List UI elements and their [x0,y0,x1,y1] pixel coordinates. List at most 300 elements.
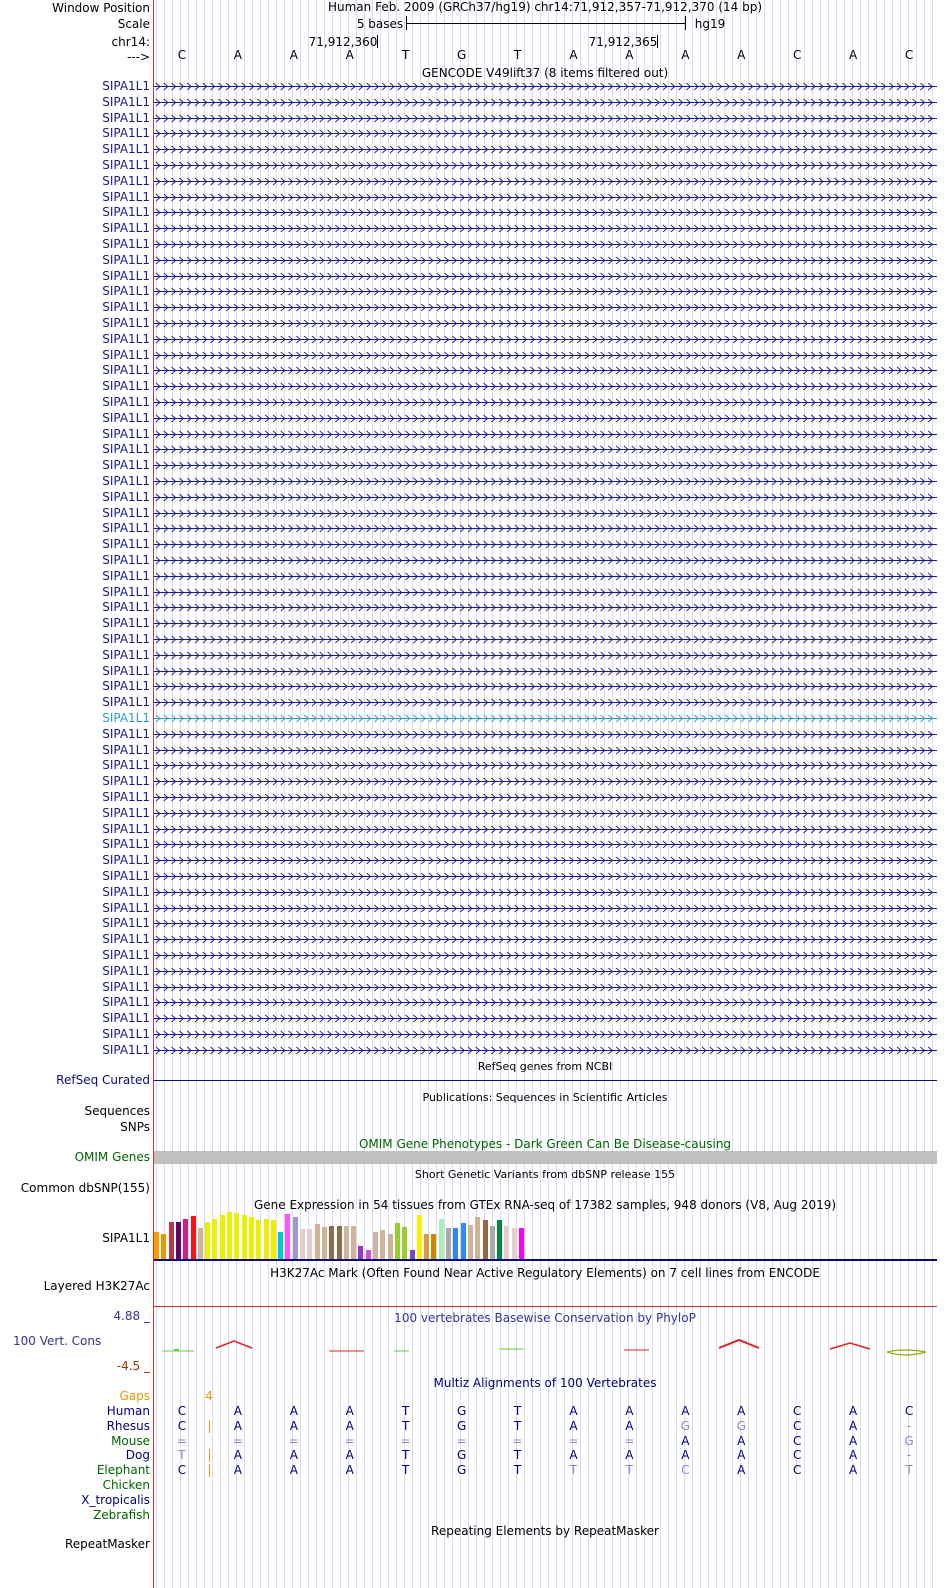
alignment-base: A [233,1404,242,1418]
gencode-gene-label[interactable]: SIPA1L1 [102,884,150,899]
gtex-tissue-bar[interactable] [264,1219,269,1259]
alignment-base: C [904,1404,914,1418]
alignment-base: T [513,1463,522,1478]
alignment-gap-marker [209,1464,210,1477]
phylop-min-label: -4.5 _ [116,1359,150,1373]
multiz-gap-count: 4 [205,1389,213,1403]
alignment-base: = [568,1433,579,1448]
alignment-base: A [848,1463,858,1478]
gtex-tissue-bar[interactable] [431,1234,436,1259]
gencode-gene-label[interactable]: SIPA1L1 [102,426,150,441]
gencode-gene-label[interactable]: SIPA1L1 [102,568,150,583]
gencode-gene-label[interactable]: SIPA1L1 [102,489,150,504]
alignment-base: A [737,1404,746,1418]
sequence-base: T [513,48,522,62]
species-label[interactable]: Zebrafish [93,1507,150,1522]
gencode-transcript-row[interactable] [154,476,937,488]
sequence-base: C [904,48,914,62]
sequence-base: T [402,48,410,62]
tick-mark-left [377,35,378,48]
gencode-gene-label[interactable]: SIPA1L1 [102,221,150,236]
gtex-tissue-bar[interactable] [285,1214,290,1259]
gencode-transcript-row[interactable] [154,903,937,915]
alignment-base: A [289,1463,298,1478]
h3k27ac-track-title: H3K27Ac Mark (Often Found Near Active Regulatory Elements) on 7 cell lines from ENCODE [270,1266,820,1280]
gtex-tissue-bar[interactable] [512,1228,517,1259]
gtex-tissue-bar[interactable] [358,1246,363,1259]
gencode-transcript-row[interactable] [154,997,937,1009]
gencode-gene-label[interactable]: SIPA1L1 [102,284,150,299]
sequence-base: A [233,48,242,62]
gtex-tissue-bar[interactable] [329,1226,334,1259]
alignment-base: A [289,1404,298,1418]
publications-track-title: Publications: Sequences in Scientific Articles [422,1091,668,1104]
gtex-tissue-bar[interactable] [373,1232,378,1259]
alignment-base: C [792,1433,802,1448]
gencode-transcript-row[interactable] [154,365,937,377]
gencode-transcript-row[interactable] [154,650,937,662]
gtex-tissue-bar[interactable] [402,1227,407,1259]
gtex-tissue-bar[interactable] [483,1220,488,1259]
alignment-base: C [177,1418,187,1433]
gencode-transcript-row[interactable] [154,334,937,346]
gtex-tissue-bar[interactable] [169,1222,174,1259]
alignment-base: A [848,1404,858,1418]
gtex-tissue-bar[interactable] [453,1228,458,1259]
alignment-base: A [289,1418,298,1433]
alignment-base: T [625,1463,634,1478]
alignment-base: A [233,1448,242,1463]
alignment-base: T [402,1463,410,1478]
alignment-base: T [513,1404,522,1418]
gencode-gene-label[interactable]: SIPA1L1 [102,837,150,852]
gencode-transcript-row[interactable] [154,508,937,520]
phylop-track-label[interactable]: 100 Vert. Cons [13,1334,102,1348]
multiz-track-title: Multiz Alignments of 100 Vertebrates [433,1376,657,1390]
gencode-transcript-row[interactable] [154,492,937,504]
strand-label: ---> [126,50,150,64]
gtex-tissue-bar[interactable] [205,1222,210,1259]
gencode-gene-label[interactable]: SIPA1L1 [102,395,150,409]
alignment-base: C [792,1404,802,1418]
scale-bar [406,16,686,30]
sequence-base: G [456,48,467,62]
gtex-tissue-bar[interactable] [249,1217,254,1259]
alignment-base: C [792,1448,802,1463]
gtex-tissue-bar[interactable] [293,1217,298,1259]
gtex-tissue-bar[interactable] [315,1224,320,1259]
alignment-base: A [848,1448,858,1463]
repeatmasker-track-label[interactable]: RepeatMasker [64,1537,150,1551]
alignment-base: A [737,1463,746,1478]
gtex-tissue-bar[interactable] [278,1232,283,1259]
alignment-base: A [233,1463,242,1478]
gtex-tissue-bar[interactable] [380,1230,385,1259]
gencode-transcript-row[interactable] [154,934,937,946]
scale-label: Scale [117,17,150,31]
alignment-base: C [177,1404,187,1418]
gencode-gene-label[interactable]: SIPA1L1 [102,268,150,283]
gtex-tissue-bar[interactable] [468,1225,473,1259]
gtex-tissue-bar[interactable] [154,1232,159,1259]
gencode-transcript-row[interactable] [154,792,937,804]
gtex-tissue-bar[interactable] [242,1215,247,1259]
omim-gene-bar[interactable] [154,1151,937,1164]
gencode-transcript-row[interactable] [154,207,937,219]
alignment-base: A [848,1418,858,1433]
alignment-base: A [625,1448,634,1463]
sequence-base: A [737,48,746,62]
gencode-gene-label[interactable]: SIPA1L1 [102,742,150,757]
alignment-base: A [289,1448,298,1463]
gtex-bar-chart[interactable] [154,1212,554,1259]
gencode-transcript-row[interactable] [154,713,937,725]
gencode-gene-label[interactable]: SIPA1L1 [102,331,150,346]
gencode-transcript-row[interactable] [154,381,937,393]
gencode-gene-label[interactable]: SIPA1L1 [102,126,150,141]
gencode-transcript-row[interactable] [154,571,937,583]
gencode-gene-label[interactable]: SIPA1L1 [102,663,150,678]
alignment-base: = [176,1433,187,1448]
gtex-tissue-bar[interactable] [322,1227,327,1259]
gtex-tissue-bar[interactable] [212,1219,217,1259]
alignment-base: A [737,1448,746,1463]
gencode-transcript-row[interactable] [154,555,937,567]
phylop-conservation-plot[interactable] [154,1336,937,1376]
gencode-gene-label[interactable]: SIPA1L1 [102,142,150,157]
alignment-base: A [345,1448,354,1463]
gtex-tissue-bar[interactable] [475,1217,480,1259]
alignment-base: G [680,1418,690,1433]
alignment-base: A [569,1448,578,1463]
h3k27ac-track-label[interactable]: Layered H3K27Ac [43,1279,150,1293]
gencode-transcript-row[interactable] [154,855,937,867]
alignment-base: G [456,1463,467,1478]
species-label[interactable]: Dog [125,1448,150,1463]
gtex-tissue-bar[interactable] [366,1250,371,1259]
gencode-transcript-row[interactable] [154,539,937,551]
omim-track-label[interactable]: OMIM Genes [74,1150,150,1164]
gencode-transcript-row[interactable] [154,887,937,899]
alignment-gap-marker [209,1449,210,1462]
species-label[interactable]: Human [106,1404,150,1418]
gencode-gene-label[interactable]: SIPA1L1 [102,252,150,267]
gencode-transcript-row[interactable] [154,587,937,599]
sequence-base: A [345,48,354,62]
alignment-base: = [232,1433,243,1448]
gencode-gene-label[interactable]: SIPA1L1 [102,173,150,188]
publications-sequences-label[interactable]: Sequences [84,1104,150,1118]
gencode-transcript-row[interactable] [154,397,937,409]
gencode-transcript-row[interactable] [154,839,937,851]
tick-mark-right [657,35,658,48]
alignment-base: T [402,1418,410,1433]
gencode-gene-label[interactable]: SIPA1L1 [102,774,150,789]
gencode-gene-label[interactable]: SIPA1L1 [102,521,150,536]
alignment-base: A [569,1418,578,1433]
gtex-tissue-bar[interactable] [424,1234,429,1259]
gencode-gene-label[interactable]: SIPA1L1 [102,537,150,552]
alignment-base: T [513,1448,522,1463]
alignment-base: - [906,1448,912,1463]
scale-bases-text: 5 bases [356,17,404,31]
gencode-gene-label[interactable]: SIPA1L1 [102,900,150,915]
alignment-base: = [624,1433,635,1448]
sequence-base: A [289,48,298,62]
gtex-tissue-bar[interactable] [497,1220,502,1259]
gencode-gene-label[interactable]: SIPA1L1 [102,979,150,994]
alignment-base: C [177,1463,187,1478]
gencode-transcript-row[interactable] [154,808,937,820]
alignment-base: T [402,1448,410,1463]
gencode-gene-label[interactable]: SIPA1L1 [102,647,150,662]
gencode-transcript-row[interactable] [154,982,937,994]
gencode-transcript-row[interactable] [154,302,937,314]
gencode-transcript-row[interactable] [154,1029,937,1041]
gtex-tissue-bar[interactable] [300,1229,305,1259]
gencode-gene-label[interactable]: SIPA1L1 [102,410,150,425]
gtex-tissue-bar[interactable] [183,1219,188,1259]
alignment-base: A [681,1404,690,1418]
gtex-tissue-bar[interactable] [490,1226,495,1259]
alignment-base: G [904,1433,914,1448]
alignment-base: T [178,1448,186,1463]
gencode-gene-label[interactable]: SIPA1L1 [102,995,150,1010]
alignment-base: = [288,1433,299,1448]
sequence-base: A [625,48,634,62]
gtex-tissue-bar[interactable] [461,1223,466,1259]
gencode-transcript-row[interactable] [154,634,937,646]
alignment-base: A [233,1418,242,1433]
gtex-tissue-bar[interactable] [198,1228,203,1259]
gencode-transcript-row[interactable] [154,271,937,283]
gencode-transcript-row[interactable] [154,871,937,883]
gencode-gene-label[interactable]: SIPA1L1 [102,695,150,710]
gtex-tissue-bar[interactable] [337,1226,342,1259]
alignment-base: G [736,1418,746,1433]
gtex-tissue-bar[interactable] [446,1228,451,1259]
alignment-base: C [681,1463,690,1478]
gencode-transcript-row[interactable] [154,192,937,204]
gencode-transcript-row[interactable] [154,286,937,298]
gencode-gene-label[interactable]: SIPA1L1 [102,600,150,615]
gencode-gene-label[interactable]: SIPA1L1 [102,300,150,315]
gencode-gene-label[interactable]: SIPA1L1 [102,1027,150,1041]
species-label[interactable]: Elephant [96,1463,150,1478]
gtex-tissue-bar[interactable] [519,1228,524,1259]
species-label[interactable]: Rhesus [106,1418,150,1433]
gencode-gene-label[interactable]: SIPA1L1 [102,379,150,394]
gencode-gene-label[interactable]: SIPA1L1 [102,458,150,473]
gencode-gene-label[interactable]: SIPA1L1 [102,1011,150,1026]
repeatmasker-track-title: Repeating Elements by RepeatMasker [431,1524,659,1538]
gtex-tissue-bar[interactable] [227,1212,232,1259]
gtex-tissue-bar[interactable] [191,1216,196,1259]
gencode-transcript-row[interactable] [154,318,937,330]
alignment-base: A [737,1433,746,1448]
sequence-base: C [177,48,187,62]
gtex-tissue-bar[interactable] [439,1219,444,1259]
gencode-gene-label[interactable]: SIPA1L1 [102,237,150,251]
gencode-gene-label[interactable]: SIPA1L1 [102,711,150,725]
omim-track-title: OMIM Gene Phenotypes - Dark Green Can Be Disease-causing [358,1137,732,1151]
gencode-transcript-row[interactable] [154,918,937,930]
gencode-gene-label[interactable]: SIPA1L1 [102,584,150,599]
sequence-base: A [848,48,858,62]
gencode-transcript-row[interactable] [154,697,937,709]
alignment-base: T [905,1463,913,1478]
gencode-transcript-row[interactable] [154,128,937,140]
alignment-base: T [513,1418,522,1433]
gtex-track-label[interactable]: SIPA1L1 [102,1231,150,1245]
gencode-transcript-row[interactable] [154,144,937,156]
gencode-gene-label[interactable]: SIPA1L1 [102,505,150,520]
gtex-tissue-bar[interactable] [234,1213,239,1259]
gencode-gene-label[interactable]: SIPA1L1 [102,821,150,836]
gencode-gene-label[interactable]: SIPA1L1 [102,616,150,631]
gencode-transcript-row[interactable] [154,113,937,125]
alignment-base: = [512,1433,523,1448]
gencode-gene-label[interactable]: SIPA1L1 [102,963,150,978]
gencode-transcript-row[interactable] [154,350,937,362]
gencode-transcript-row[interactable] [154,97,937,109]
alignment-base: C [792,1463,802,1478]
alignment-base: T [402,1404,410,1418]
gtex-tissue-bar[interactable] [395,1223,400,1259]
alignment-gap-marker [209,1435,210,1448]
gencode-gene-label[interactable]: SIPA1L1 [102,932,150,947]
gencode-transcript-row[interactable] [154,729,937,741]
gencode-gene-label[interactable]: SIPA1L1 [102,790,150,804]
dbsnp-track-label[interactable]: Common dbSNP(155) [20,1181,150,1195]
gencode-transcript-row[interactable] [154,966,937,978]
alignment-base: A [569,1404,578,1418]
gencode-gene-label[interactable]: SIPA1L1 [102,553,150,567]
gtex-tissue-bar[interactable] [220,1215,225,1259]
gtex-baseline [154,1259,937,1261]
gencode-transcript-row[interactable] [154,255,937,267]
species-label[interactable]: X_tropicalis [81,1492,150,1507]
alignment-base: A [345,1463,354,1478]
gencode-transcript-row[interactable] [154,523,937,535]
gencode-transcript-row[interactable] [154,413,937,425]
h3k27ac-signal-line [154,1306,937,1307]
track-image-area[interactable] [154,0,937,1588]
gencode-transcript-row[interactable] [154,160,937,172]
gtex-tissue-bar[interactable] [271,1220,276,1259]
alignment-base: G [456,1418,467,1433]
gencode-gene-label[interactable]: SIPA1L1 [102,347,150,362]
gencode-transcript-row[interactable] [154,81,937,93]
gencode-gene-label[interactable]: SIPA1L1 [102,94,150,109]
gencode-gene-label[interactable]: SIPA1L1 [102,316,150,330]
gencode-transcript-row[interactable] [154,666,937,678]
alignment-base: A [625,1418,634,1433]
gencode-transcript-row[interactable] [154,745,937,757]
gencode-gene-label[interactable]: SIPA1L1 [102,1042,150,1057]
gencode-gene-label[interactable]: SIPA1L1 [102,189,150,204]
gencode-transcript-row[interactable] [154,602,937,614]
gtex-track-title: Gene Expression in 54 tissues from GTEx RNA-seq of 17382 samples, 948 donors (V8, Aug 2019) [253,1198,837,1212]
gencode-gene-label[interactable]: SIPA1L1 [102,679,150,694]
gtex-tissue-bar[interactable] [504,1226,509,1259]
alignment-base: G [456,1404,467,1418]
gencode-transcript-row[interactable] [154,1045,937,1057]
gtex-tissue-bar[interactable] [388,1234,393,1259]
gtex-tissue-bar[interactable] [344,1226,349,1259]
gencode-transcript-row[interactable] [154,239,937,251]
gencode-gene-label[interactable]: SIPA1L1 [102,474,150,488]
species-label[interactable]: Chicken [102,1478,150,1492]
gtex-tissue-bar[interactable] [256,1220,261,1259]
gencode-gene-label[interactable]: SIPA1L1 [102,363,150,378]
gencode-transcript-row[interactable] [154,460,937,472]
multiz-gaps-label: Gaps [119,1389,150,1403]
dbsnp-track-title: Short Genetic Variants from dbSNP release 155 [414,1168,676,1181]
gencode-gene-label[interactable]: SIPA1L1 [102,110,150,125]
gencode-transcript-row[interactable] [154,950,937,962]
gencode-gene-label[interactable]: SIPA1L1 [102,869,150,883]
gencode-transcript-row[interactable] [154,444,937,456]
gencode-gene-label[interactable]: SIPA1L1 [102,442,150,457]
alignment-base: A [848,1433,858,1448]
publications-snps-label[interactable]: SNPs [120,1120,150,1134]
gencode-transcript-row[interactable] [154,760,937,772]
window-position-label: Window Position [52,1,150,15]
gencode-gene-label[interactable]: SIPA1L1 [102,726,150,741]
gencode-gene-label[interactable]: SIPA1L1 [102,632,150,646]
gencode-gene-label[interactable]: SIPA1L1 [102,916,150,931]
sequence-base: A [681,48,690,62]
refseq-gene-line[interactable] [154,1080,937,1081]
species-label[interactable]: Mouse [111,1433,150,1448]
refseq-track-title: RefSeq genes from NCBI [477,1060,613,1073]
gencode-gene-label[interactable]: SIPA1L1 [102,758,150,773]
gencode-gene-label[interactable]: SIPA1L1 [102,79,150,93]
gencode-gene-label[interactable]: SIPA1L1 [102,158,150,172]
gencode-gene-label[interactable]: SIPA1L1 [102,205,150,220]
alignment-base: = [344,1433,355,1448]
gencode-transcript-row[interactable] [154,824,937,836]
alignment-base: A [681,1448,690,1463]
gencode-transcript-row[interactable] [154,1013,937,1025]
gtex-tissue-bar[interactable] [417,1215,422,1259]
gtex-tissue-bar[interactable] [410,1250,415,1259]
gtex-tissue-bar[interactable] [307,1229,312,1259]
alignment-base: G [456,1448,467,1463]
refseq-track-label[interactable]: RefSeq Curated [56,1073,150,1087]
gencode-transcript-row[interactable] [154,429,937,441]
gtex-tissue-bar[interactable] [161,1234,166,1259]
alignment-base: C [792,1418,802,1433]
track-overlay [154,0,937,1588]
gencode-transcript-row[interactable] [154,776,937,788]
gtex-tissue-bar[interactable] [176,1222,181,1259]
gencode-transcript-row[interactable] [154,681,937,693]
sequence-base: A [569,48,578,62]
gencode-transcript-row[interactable] [154,176,937,188]
alignment-base: - [906,1418,912,1433]
gencode-gene-label[interactable]: SIPA1L1 [102,853,150,868]
phylop-track-title: 100 vertebrates Basewise Conservation by PhyloP [394,1311,696,1325]
gencode-gene-label[interactable]: SIPA1L1 [102,948,150,962]
gencode-gene-label[interactable]: SIPA1L1 [102,805,150,820]
gtex-tissue-bar[interactable] [351,1226,356,1259]
gencode-transcript-row[interactable] [154,618,937,630]
alignment-base: A [681,1433,690,1448]
gencode-transcript-row[interactable] [154,223,937,235]
alignment-base: T [569,1463,578,1478]
